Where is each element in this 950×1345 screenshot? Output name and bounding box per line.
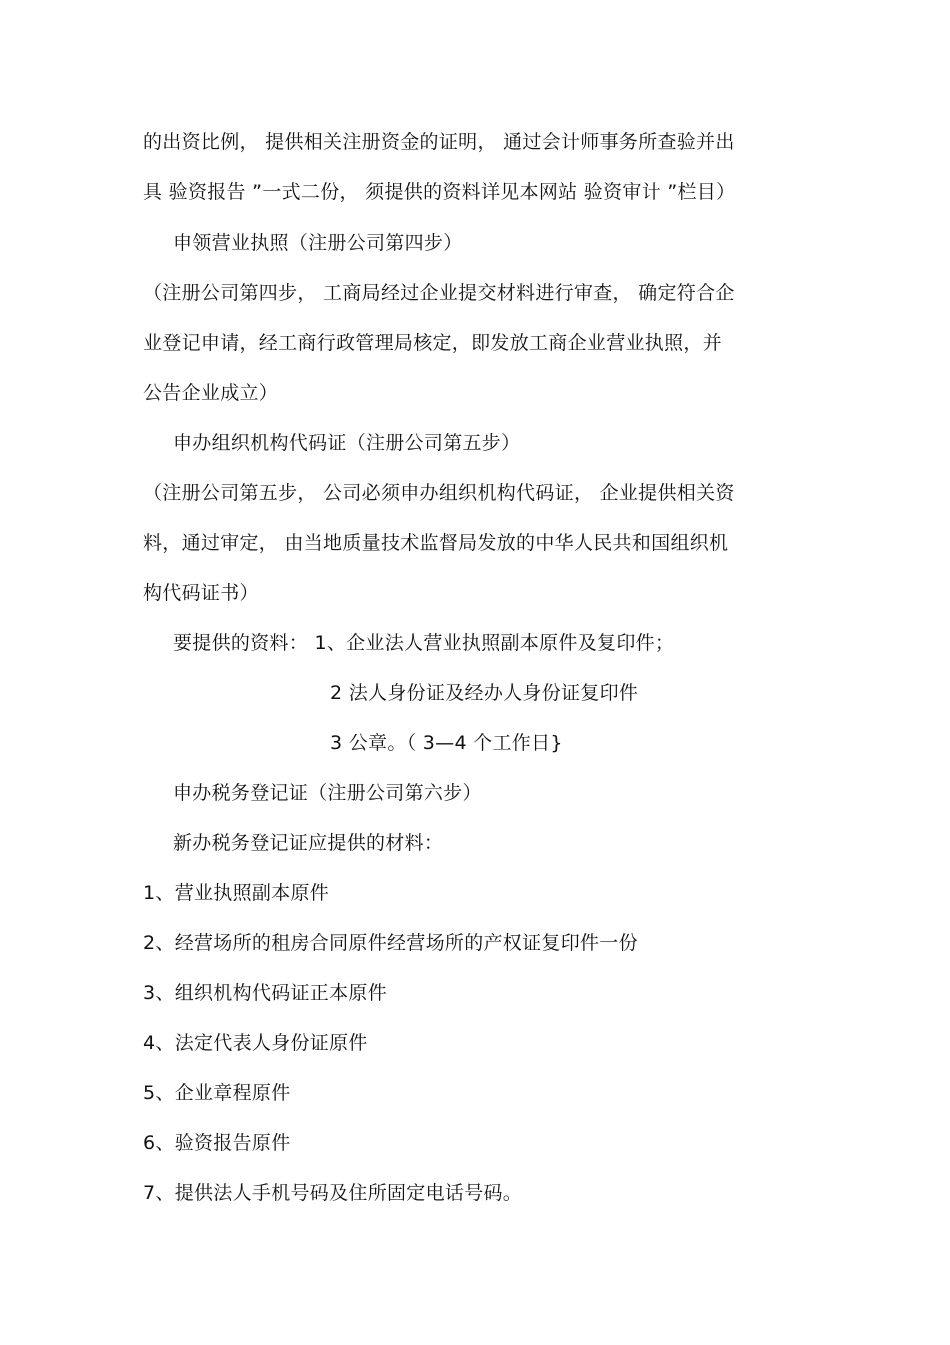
paragraph-line: （注册公司第四步， 工商局经过企业提交材料进行审查， 确定符合企 [143, 282, 735, 304]
list-item: 7、提供法人手机号码及住所固定电话号码。 [143, 1182, 523, 1204]
list-item: 4、法定代表人身份证原件 [143, 1032, 368, 1054]
list-item: 3、组织机构代码证正本原件 [143, 982, 387, 1004]
list-item: 2、经营场所的租房合同原件经营场所的产权证复印件一份 [143, 932, 638, 954]
materials-line: 2 法人身份证及经办人身份证复印件 [330, 682, 639, 704]
paragraph-line: 公告企业成立） [143, 382, 279, 404]
section-heading: 申领营业执照（注册公司第四步） [173, 232, 463, 254]
materials-line: 要提供的资料： 1、企业法人营业执照副本原件及复印件； [173, 632, 675, 654]
list-item: 1、营业执照副本原件 [143, 882, 330, 904]
paragraph-line: 的出资比例， 提供相关注册资金的证明， 通过会计师事务所查验并出 [143, 131, 735, 153]
section-heading: 申办组织机构代码证（注册公司第五步） [173, 432, 521, 454]
list-item: 5、企业章程原件 [143, 1082, 291, 1104]
materials-line: 3 公章。（ 3—4 个工作日} [330, 732, 563, 754]
paragraph-line: （注册公司第五步， 公司必须申办组织机构代码证， 企业提供相关资 [143, 482, 735, 504]
paragraph-line: 业登记申请，经工商行政管理局核定，即发放工商企业营业执照，并 [143, 332, 723, 354]
paragraph-line: 新办税务登记证应提供的材料： [173, 832, 444, 854]
list-item: 6、验资报告原件 [143, 1132, 291, 1154]
paragraph-line: 具 验资报告 ”一式二份， 须提供的资料详见本网站 验资审计 ”栏目） [143, 181, 736, 203]
paragraph-line: 料，通过审定， 由当地质量技术监督局发放的中华人民共和国组织机 [143, 532, 729, 554]
section-heading: 申办税务登记证（注册公司第六步） [173, 782, 482, 804]
paragraph-line: 构代码证书） [143, 582, 259, 604]
